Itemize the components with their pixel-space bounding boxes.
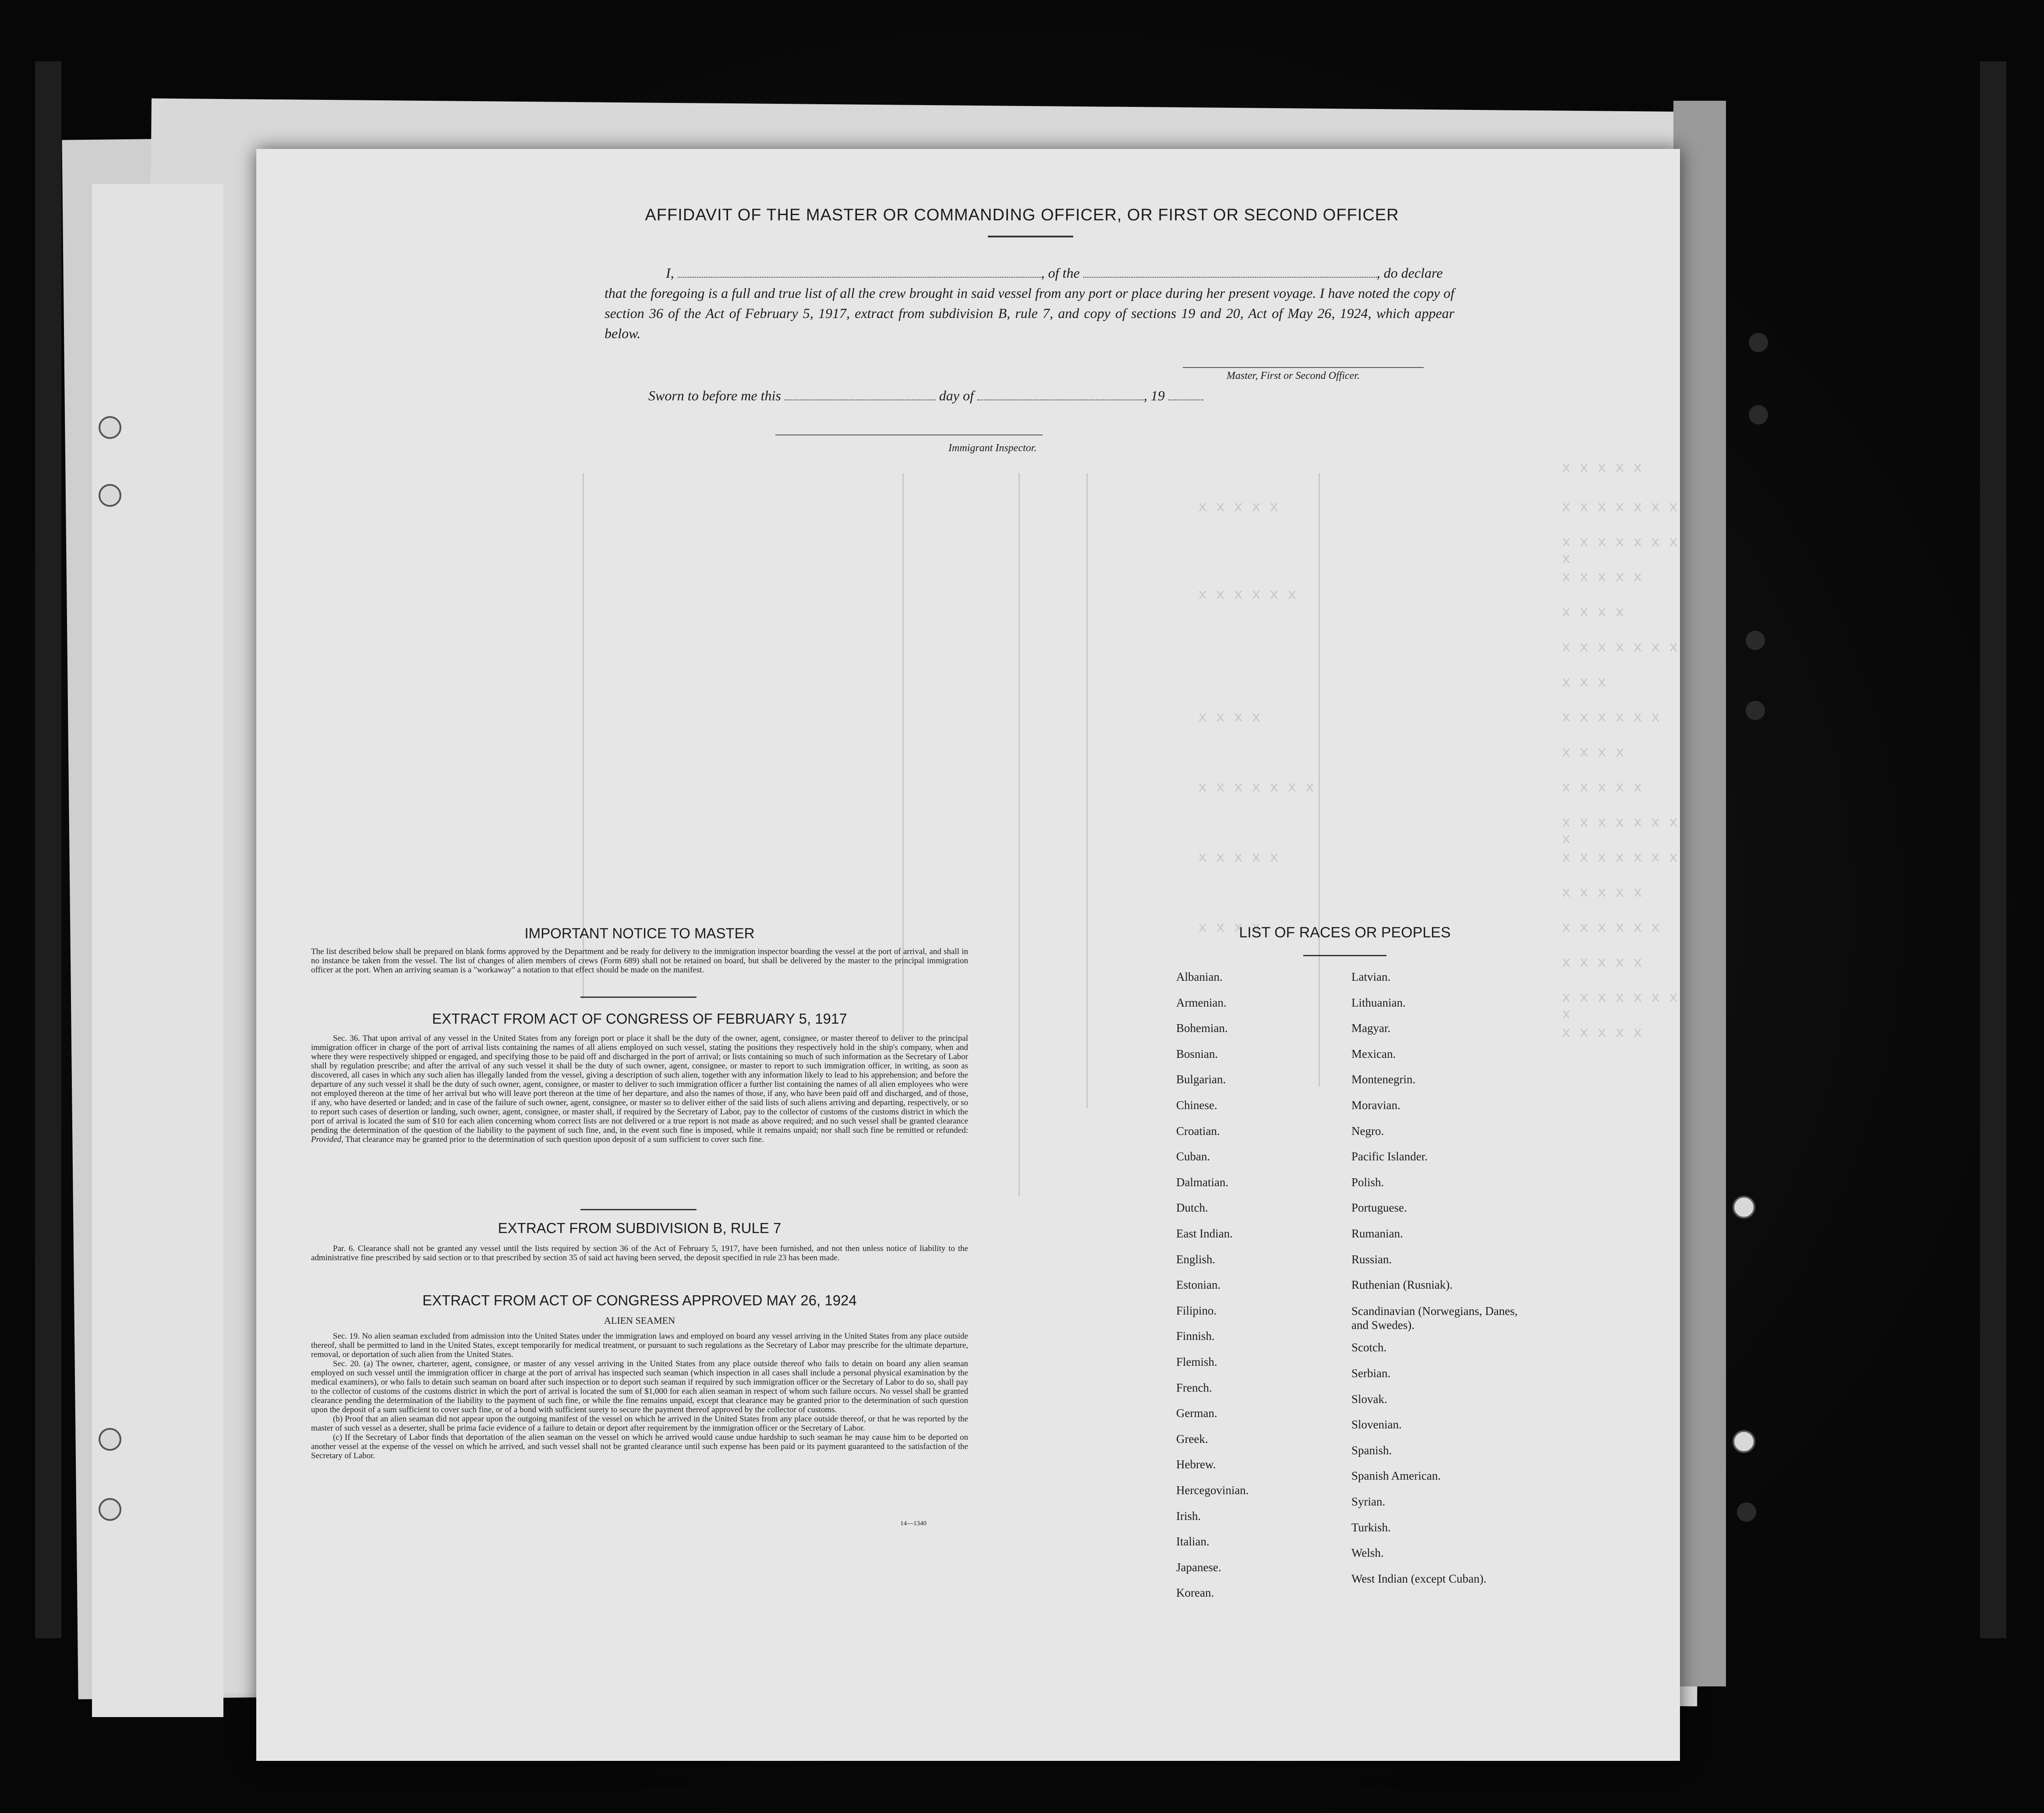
race-item: Dalmatian. — [1176, 1175, 1229, 1189]
race-item: Portuguese. — [1351, 1201, 1407, 1215]
race-item: Dutch. — [1176, 1201, 1208, 1215]
film-strip — [1980, 61, 2006, 1638]
race-item: Turkish. — [1351, 1520, 1391, 1534]
bleed-through-column-line — [1086, 473, 1088, 1108]
race-item: Flemish. — [1176, 1355, 1217, 1368]
extract-1924-title: EXTRACT FROM ACT OF CONGRESS APPROVED MAY 26, 1924 — [422, 1292, 857, 1308]
officer-of-label: , of the — [1041, 265, 1080, 281]
race-item: Russian. — [1351, 1252, 1392, 1266]
sworn-prefix: Sworn to before me this — [648, 388, 781, 403]
section-20a-text: (a) The owner, charterer, agent, consignee, or master of any vessel arriving in the United States from any place outside thereof who fails to detain on board any alien seaman employed on such vessel until the immigration officer in charge at the port of arrival has inspected such seaman (which inspection in all cases shall include a personal physical examination by the medical examiners), or who fails to detain such seaman on board after such inspection or to deport such seaman if required by such immigration officer or the Secretary of Labor to do so, shall pay to the collector of customs of the customs district in which the port of arrival is located the sum of $1,000 for each alien seaman in respect of whom such failure occurs. No vessel shall be granted clearance pending the determination of the liability to the payment of such fine, or while the fine remains unpaid, except that clearance may be granted prior to the determination of such question upon the deposit of a sum sufficient to cover such fine, or of a bond with sufficient surety to secure the payment thereof approved by the collector of customs. — [311, 1359, 969, 1414]
section-20b-text: (b) Proof that an alien seaman did not appear upon the outgoing manifest of the vessel on which he arrived in the United States from any place outside thereof, or that he was reported by the master of such vessel as a deserter, shall be prima facie evidence of a failure to detain or deport after requirement by the immigration officer or the Secretary of Labor. — [311, 1414, 968, 1433]
section-19 — [311, 1332, 968, 1359]
sworn-year-field[interactable] — [1168, 399, 1203, 400]
section-rule — [580, 997, 697, 998]
race-item: Hebrew. — [1176, 1458, 1216, 1471]
title-rule — [988, 236, 1073, 237]
section-19-text: No alien seaman excluded from admission into the United States under the immigration laws and employed on board any vessel arriving in the United States from any place outside thereof, shall be permitted to land in the United States, except temporarily for medical treatment, or pursuant to such regulations as the Secretary of Labor may prescribe for the ultimate departure, removal, or deportation of such alien from the United States. — [311, 1332, 968, 1359]
race-item: Finnish. — [1176, 1329, 1215, 1343]
race-item: Mexican. — [1351, 1047, 1396, 1060]
extract-1924-text — [311, 1332, 968, 1460]
notice-text: The list described below shall be prepared on blank forms approved by the Department and be ready for delivery to the immigration inspector boarding the vessel at the port of arrival, and shall in no instance be taken from the vessel. The list of changes of alien members of crews (Form 689) shall not be retained on board, but shall be delivered by the master to the principal immigration officer at the port. When an arriving seaman is a "workaway" a notation to that effect should be made on the manifest. — [311, 947, 968, 975]
race-item: Greek. — [1176, 1432, 1208, 1445]
punch-hole — [99, 484, 121, 507]
race-item: Lithuanian. — [1351, 996, 1406, 1009]
race-item: Albanian. — [1176, 970, 1223, 983]
sworn-line — [648, 388, 1203, 404]
race-item: Scotch. — [1351, 1341, 1387, 1354]
section-20c-text: (c) If the Secretary of Labor finds that deportation of the alien seaman on the vessel on which he arrived would cause undue hardship to such seaman he may cause him to be deported on another vessel at the expense of the vessel on which he arrived, and such vessel shall not be granted clearance until such expense has been paid or its payment guaranteed to the satisfaction of the Secretary of Labor. — [311, 1433, 968, 1460]
race-item: Montenegrin. — [1351, 1073, 1416, 1086]
race-item: Ruthenian (Rusniak). — [1351, 1278, 1453, 1292]
affidavit-title: AFFIDAVIT OF THE MASTER OR COMMANDING OFFICER, OR FIRST OR SECOND OFFICER — [645, 206, 1399, 224]
punch-hole — [1733, 1196, 1755, 1219]
races-rule — [1303, 955, 1386, 956]
document-page: x x x x x x x x x x x x x x x x x x x x x x x x x x x x x x x x x x x x x x x x x x x x x x x x x x x x x x x x x x x x x x x x x x x x x x x x x x x x x x x x x x x x x x x x x x x x x x x x x x x x x x x x x x x x x x x x x x x x x x x x x x x x x x x x x — [256, 149, 1680, 1761]
punch-hole — [1733, 1430, 1755, 1453]
race-item: Scandinavian (Norwegians, Danes, and Swedes). — [1351, 1304, 1518, 1332]
punch-hole — [1746, 631, 1765, 650]
vessel-name-field[interactable] — [1083, 277, 1377, 278]
race-item: Spanish. — [1351, 1443, 1392, 1457]
punch-hole — [1746, 701, 1765, 720]
race-item: Hercegovinian. — [1176, 1484, 1249, 1497]
section-20a — [311, 1359, 968, 1414]
section-36-text: That upon arrival of any vessel in the United States from any foreign port or place it shall be the duty of the owner, agent, consignee, or master thereof to deliver to the principal immigration officer in charge of the port of arrival lists containing the names of all aliens employed on such vessel, stating the positions they respectively hold in the ship's company, when and where they were respectively shipped or engaged, and specifying those to be paid off and discharged in the port of arrival; or lists containing so much of such information as the Secretary of Labor shall by regulation prescribe; and after the arrival of any such vessel it shall be the duty of such owner, agent, consignee, or master to report to such immigration officer, in writing, as soon as discovered, all cases in which any such alien has illegally landed from the vessel, giving a description of such alien, together with any information likely to lead to his apprehension; and before the departure of any such vessel it shall be the duty of such owner, agent, consignee, or master to deliver to such immigration officer a further list containing the names of all alien employees who were not employed thereon at the time of her arrival but who will leave port thereon at the time of her departure, and also the names of those, if any, who have been paid off and discharged, and of those, if any, who have deserted or landed; and in case of the failure of such owner, agent, consignee, or master so to deliver either of the said lists of such aliens arriving and departing, respectively, or so to report such cases of desertion or landing, such owner, agent, consignee, or master shall, if required by the Secretary of Labor, pay to the collector of customs of the customs district in which the port of arrival is located the sum of $10 for each alien concerning whom correct lists are not delivered or a true report is not made as above required; and no such vessel shall be granted clearance pending the determination of the question of the liability to the payment of such fine, and, in the event such fine is imposed, while it remains unpaid; nor shall such fine be remitted or refunded: — [311, 1034, 968, 1135]
punch-hole — [99, 416, 121, 439]
declarant-prefix: I, — [666, 265, 674, 281]
punch-hole — [99, 1498, 121, 1521]
declare-label: , do declare — [1376, 265, 1443, 281]
sworn-day-label: day of — [939, 388, 974, 403]
declaration-first-line — [605, 263, 1454, 283]
race-item: Moravian. — [1351, 1099, 1400, 1112]
race-item: Bosnian. — [1176, 1047, 1218, 1060]
race-item: Pacific Islander. — [1351, 1150, 1428, 1163]
notice-title: IMPORTANT NOTICE TO MASTER — [524, 925, 755, 941]
race-item: Serbian. — [1351, 1367, 1391, 1380]
race-item: Korean. — [1176, 1586, 1214, 1600]
race-item: East Indian. — [1176, 1227, 1233, 1240]
race-item: Irish. — [1176, 1509, 1201, 1523]
punch-hole — [1749, 405, 1768, 424]
bleed-through-column-line — [583, 473, 584, 999]
right-edge-sheet — [1673, 101, 1726, 1686]
provided-word: Provided, — [311, 1135, 343, 1144]
alien-seamen-subtitle: ALIEN SEAMEN — [604, 1315, 675, 1326]
race-item: French. — [1176, 1381, 1212, 1394]
race-item: Bulgarian. — [1176, 1073, 1226, 1086]
race-item: Chinese. — [1176, 1099, 1217, 1112]
punch-hole — [1749, 333, 1768, 352]
race-item: Bohemian. — [1176, 1021, 1228, 1035]
affidavit-declaration — [605, 263, 1454, 343]
section-rule — [580, 1209, 697, 1210]
section-20-label: Sec. 20. — [333, 1359, 361, 1368]
declaration-text: that the foregoing is a full and true list of all the crew brought in said vessel from any port or place during her present voyage. I have noted the copy of section 36 of the Act of February 5, 1917, extract from subdivision B, rule 7, and copy of sections 19 and 20, Act of May 26, 1924, which appear below. — [605, 285, 1454, 341]
races-title: LIST OF RACES OR PEOPLES — [1239, 924, 1451, 941]
sworn-month-field[interactable] — [977, 399, 1144, 400]
form-reference: 14—1340 — [900, 1520, 927, 1527]
inspector-signature-label: Immigrant Inspector. — [948, 442, 1037, 454]
bleed-through-column-line — [1018, 473, 1020, 1196]
race-item: Spanish American. — [1351, 1469, 1441, 1483]
race-item: Rumanian. — [1351, 1227, 1403, 1240]
race-item: West Indian (except Cuban). — [1351, 1572, 1487, 1585]
sworn-year-label: , 19 — [1143, 388, 1165, 403]
race-item: Filipino. — [1176, 1304, 1217, 1317]
extract-1917-text — [311, 1034, 968, 1144]
extract-1917-title: EXTRACT FROM ACT OF CONGRESS OF FEBRUARY 5, 1917 — [432, 1011, 847, 1027]
film-strip — [35, 61, 61, 1638]
race-item: Croatian. — [1176, 1124, 1220, 1138]
race-item: Slovak. — [1351, 1392, 1387, 1406]
race-item: Armenian. — [1176, 996, 1227, 1009]
race-item: Welsh. — [1351, 1546, 1384, 1560]
race-item: Polish. — [1351, 1175, 1384, 1189]
race-item: English. — [1176, 1252, 1216, 1266]
race-item: Magyar. — [1351, 1021, 1391, 1035]
provided-text: That clearance may be granted prior to the determination of such question upon deposit of a sum sufficient to cover such fine. — [345, 1135, 764, 1144]
race-item: Japanese. — [1176, 1560, 1221, 1574]
master-signature-line — [1183, 367, 1424, 368]
race-item: German. — [1176, 1407, 1217, 1420]
master-signature-label: Master, First or Second Officer. — [1227, 370, 1360, 382]
race-item: Syrian. — [1351, 1495, 1386, 1508]
declarant-name-field[interactable] — [678, 277, 1041, 278]
punch-hole — [99, 1428, 121, 1451]
race-item: Cuban. — [1176, 1150, 1210, 1163]
rule7-text: Par. 6. Clearance shall not be granted any vessel until the lists required by section 36 of the Act of February 5, 1917, have been furnished, and not then unless notice of liability to the administrative fine prescribed by said section or to that prescribed by section 35 of said act having been served, the deposit specified in rule 23 has been made. — [311, 1244, 968, 1262]
section-36-label: Sec. 36. — [333, 1034, 360, 1043]
punch-hole — [1737, 1502, 1756, 1522]
race-item: Negro. — [1351, 1124, 1384, 1138]
race-item: Estonian. — [1176, 1278, 1221, 1292]
sworn-day-field[interactable] — [785, 399, 936, 400]
left-edge-sheet — [92, 184, 223, 1717]
race-item: Slovenian. — [1351, 1418, 1402, 1431]
race-item: Latvian. — [1351, 970, 1391, 983]
rule7-title: EXTRACT FROM SUBDIVISION B, RULE 7 — [498, 1220, 782, 1236]
section-19-label: Sec. 19. — [333, 1332, 360, 1341]
race-item: Italian. — [1176, 1535, 1209, 1548]
bleed-through-column-line — [1319, 473, 1320, 1086]
